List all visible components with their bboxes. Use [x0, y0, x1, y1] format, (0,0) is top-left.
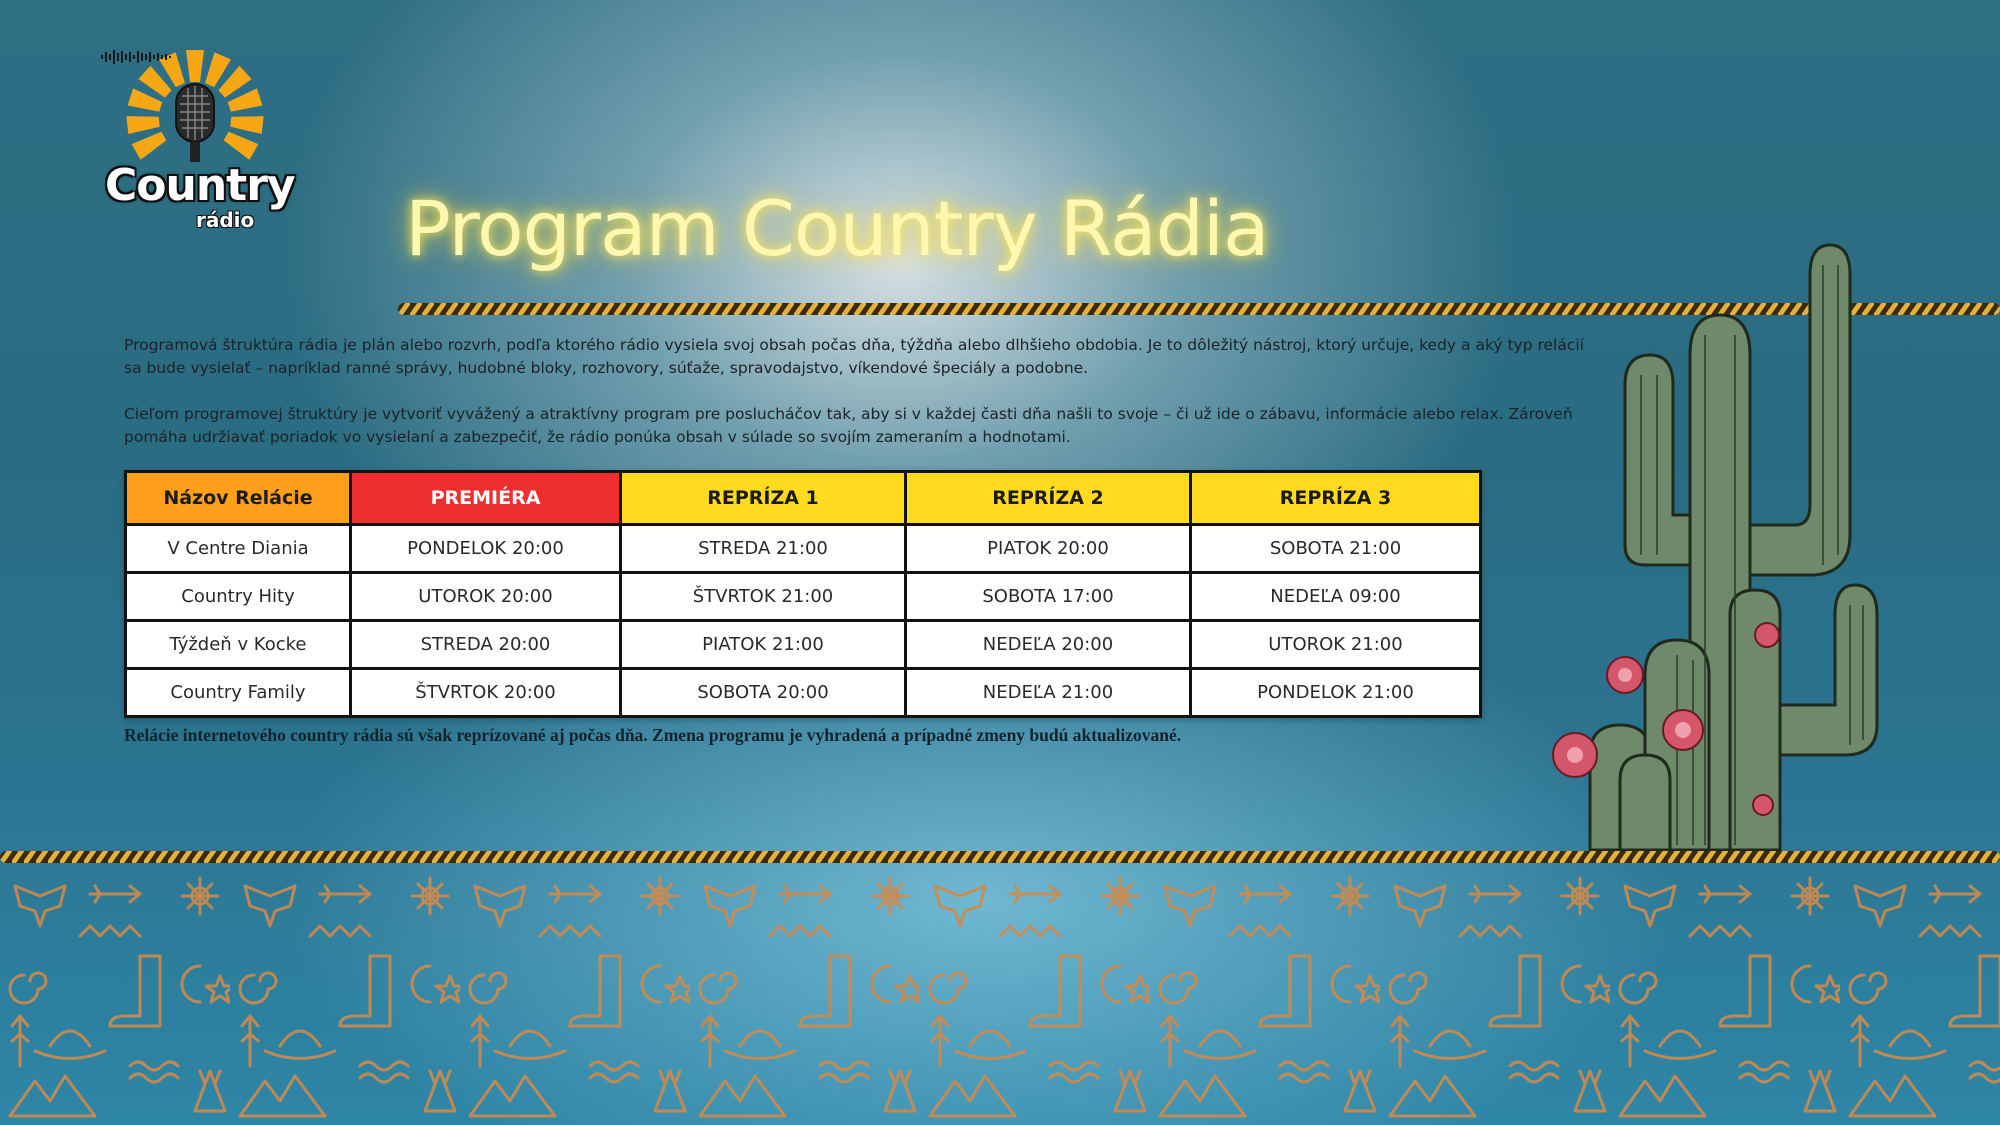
cell-rerun-2: NEDEĽA 21:00 — [906, 669, 1191, 717]
cell-show-name: Country Family — [126, 669, 351, 717]
cell-rerun-3: SOBOTA 21:00 — [1191, 525, 1481, 573]
western-pattern — [0, 866, 2000, 1125]
table-header-row — [126, 472, 1481, 525]
soundwave-icon — [100, 48, 188, 66]
cell-rerun-2: SOBOTA 17:00 — [906, 573, 1191, 621]
table-row — [126, 573, 1481, 621]
cell-rerun-1: STREDA 21:00 — [621, 525, 906, 573]
table-row — [126, 621, 1481, 669]
cell-show-name: Týždeň v Kocke — [126, 621, 351, 669]
cactus-illustration — [1505, 235, 1925, 855]
cell-rerun-2: PIATOK 20:00 — [906, 525, 1191, 573]
cell-rerun-2: NEDEĽA 20:00 — [906, 621, 1191, 669]
cell-premiere: ŠTVRTOK 20:00 — [351, 669, 621, 717]
cell-rerun-1: ŠTVRTOK 21:00 — [621, 573, 906, 621]
brand-sub: rádio — [196, 208, 255, 232]
cell-premiere: UTOROK 20:00 — [351, 573, 621, 621]
page-title: Program Country Rádia — [405, 184, 1269, 273]
header-rerun-3: REPRÍZA 3 — [1191, 472, 1481, 525]
cell-rerun-1: PIATOK 21:00 — [621, 621, 906, 669]
cell-rerun-3: NEDEĽA 09:00 — [1191, 573, 1481, 621]
header-premiere: PREMIÉRA — [351, 472, 621, 525]
header-rerun-2: REPRÍZA 2 — [906, 472, 1191, 525]
cell-show-name: Country Hity — [126, 573, 351, 621]
brand-name: Country — [105, 160, 295, 211]
table-row — [126, 525, 1481, 573]
schedule-table — [124, 470, 1482, 718]
rope-divider-bottom — [0, 849, 2000, 865]
cell-show-name: V Centre Diania — [126, 525, 351, 573]
cell-rerun-1: SOBOTA 20:00 — [621, 669, 906, 717]
brand-logo[interactable] — [100, 48, 300, 238]
schedule-note: Relácie internetového country rádia sú však reprízované aj počas dňa. Zmena programu je vyhradená a prípadné zmeny budú aktualizované. — [124, 725, 1182, 745]
header-show-name: Názov Relácie — [126, 472, 351, 525]
cell-premiere: STREDA 20:00 — [351, 621, 621, 669]
cell-rerun-3: UTOROK 21:00 — [1191, 621, 1481, 669]
cell-premiere: PONDELOK 20:00 — [351, 525, 621, 573]
cell-rerun-3: PONDELOK 21:00 — [1191, 669, 1481, 717]
intro-paragraph-1: Programová štruktúra rádia je plán alebo rozvrh, podľa ktorého rádio vysiela svoj obsah počas dňa, týždňa alebo dlhšieho obdobia. Je to dôležitý nástroj, ktorý určuje, kedy a aký typ relácií sa bude vysielať – napríklad ranné správy, hudobné bloky, rozhovory, súťaže, spravodajstvo, víkendové špeciály a podobne. — [124, 336, 1584, 377]
table-row — [126, 669, 1481, 717]
intro-paragraph-2: Cieľom programovej štruktúry je vytvoriť vyvážený a atraktívny program pre poslucháčov tak, aby si v každej časti dňa našli to svoje – či už ide o zábavu, informácie alebo relax. Zároveň pomáha udržiavať poriadok vo vysielaní a zabezpečiť, že rádio ponúka obsah v súlade so svojím zameraním a hodnotami. — [124, 405, 1573, 446]
header-rerun-1: REPRÍZA 1 — [621, 472, 906, 525]
